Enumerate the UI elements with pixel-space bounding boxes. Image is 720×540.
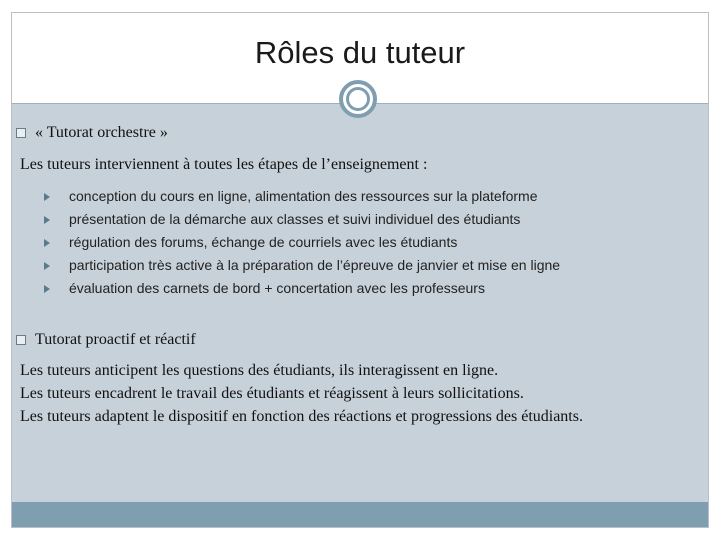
- list-item: participation très active à la préparation de l’épreuve de janvier et mise en ligne: [44, 254, 560, 277]
- checkbox-bullet-icon: [16, 335, 26, 345]
- ring-inner-icon: [346, 87, 370, 111]
- list-item: évaluation des carnets de bord + concertation avec les professeurs: [44, 277, 560, 300]
- arrow-bullet-icon: [44, 285, 50, 293]
- section-1-heading: [16, 124, 168, 142]
- bullet-list: [44, 185, 560, 300]
- ring-icon: [339, 80, 377, 118]
- section-2-heading: [16, 331, 196, 349]
- list-item: présentation de la démarche aux classes et suivi individuel des étudiants: [44, 208, 560, 231]
- section-1-intro: Les tuteurs interviennent à toutes les étapes de l’enseignement :: [20, 156, 428, 173]
- body-line: Les tuteurs encadrent le travail des étudiants et réagissent à leurs sollicitations.: [20, 385, 524, 402]
- arrow-bullet-icon: [44, 193, 50, 201]
- footer-band: [12, 502, 708, 527]
- section-2-heading-text: Tutorat proactif et réactif: [35, 331, 196, 348]
- list-item: conception du cours en ligne, alimentation des ressources sur la plateforme: [44, 185, 560, 208]
- slide-title: Rôles du tuteur: [254, 35, 466, 70]
- list-item: régulation des forums, échange de courriels avec les étudiants: [44, 231, 560, 254]
- arrow-bullet-icon: [44, 216, 50, 224]
- arrow-bullet-icon: [44, 262, 50, 270]
- body-line: Les tuteurs anticipent les questions des étudiants, ils interagissent en ligne.: [20, 362, 499, 379]
- section-1-heading-text: « Tutorat orchestre »: [35, 124, 168, 141]
- checkbox-bullet-icon: [16, 128, 26, 138]
- arrow-bullet-icon: [44, 239, 50, 247]
- section-2-body: [20, 359, 680, 428]
- body-line: Les tuteurs adaptent le dispositif en fonction des réactions et progressions des étudiants.: [20, 408, 583, 425]
